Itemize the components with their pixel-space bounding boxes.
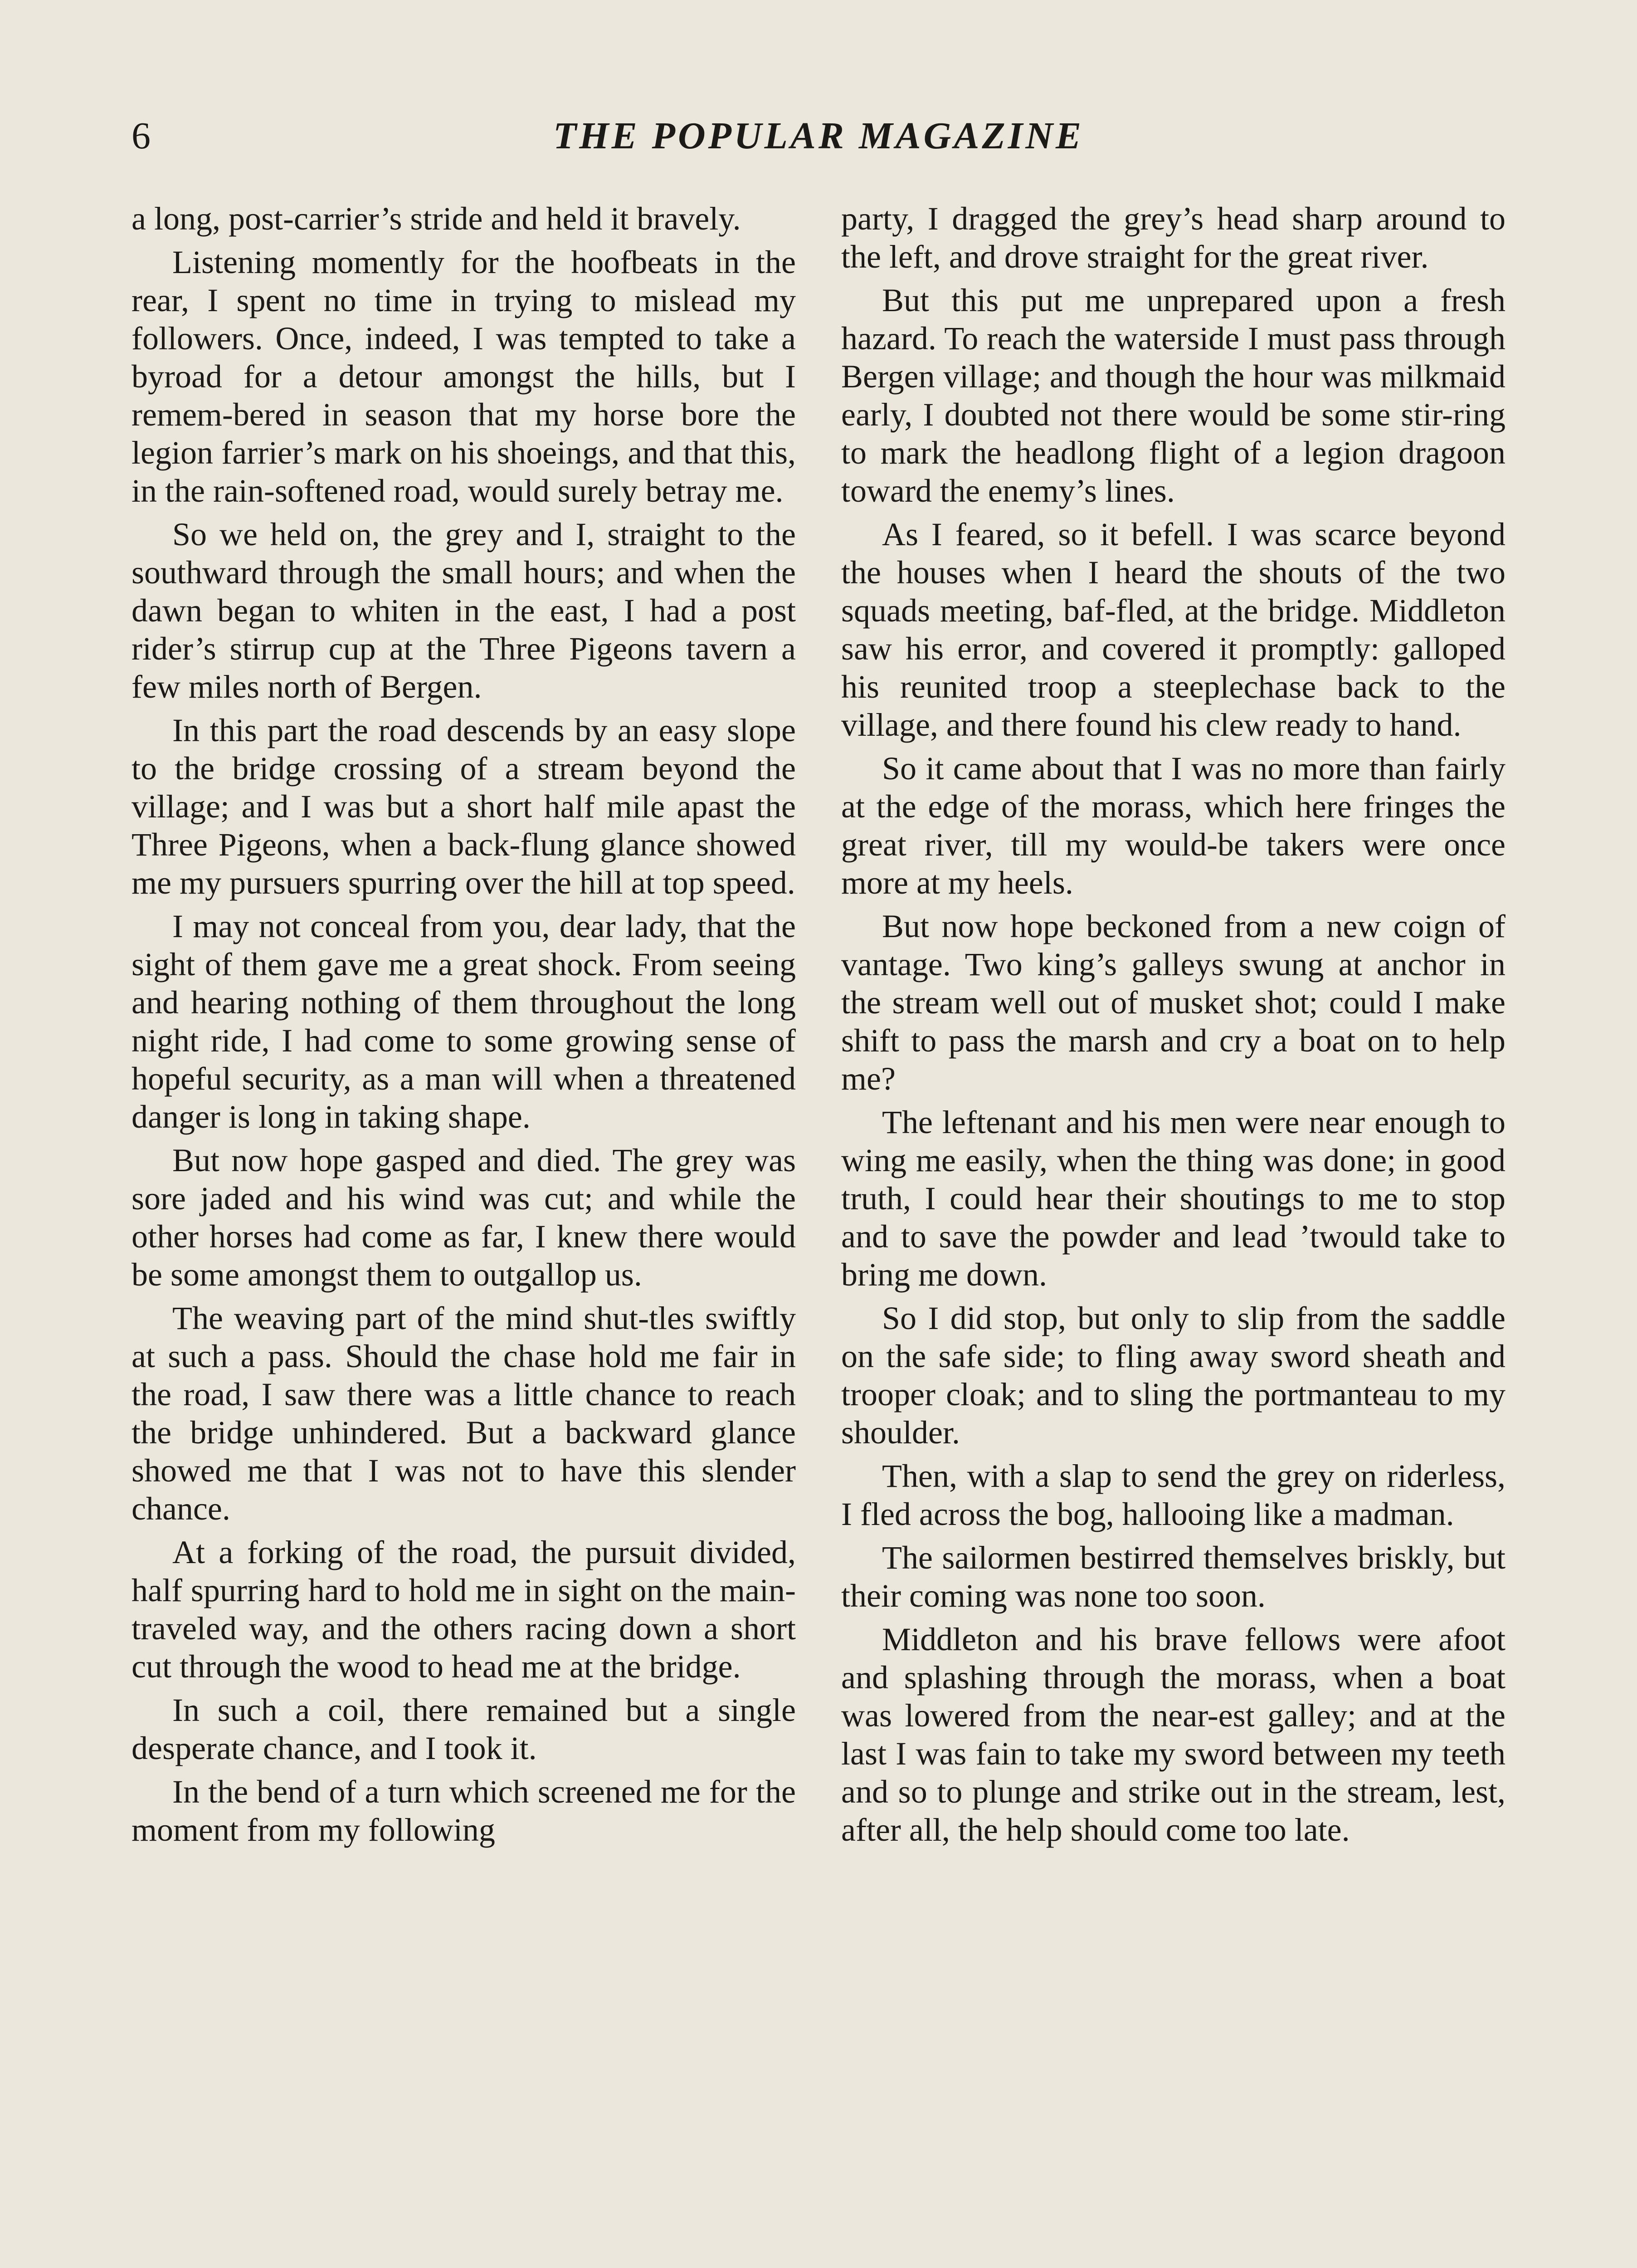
paragraph: But now hope beckoned from a new coign of vantage. Two king’s galleys swung at anchor in the stream well out of musket shot; could I make shift to pass the marsh and cry a boat on to help me? [841, 908, 1505, 1097]
page-number: 6 [132, 115, 151, 157]
paragraph: Listening momently for the hoofbeats in the rear, I spent no time in trying to mislead my followers. Once, indeed, I was tempted to take a byroad for a detour amongst the hills, but I remem-bered in season that my horse bore the legion farrier’s mark on his shoeings, and that this, in the rain-softened road, would surely betray me. [132, 244, 796, 509]
paragraph: The leftenant and his men were near enough to wing me easily, when the thing was done; in good truth, I could hear their shoutings to me to stop and to save the powder and lead ’twould take to bring me down. [841, 1104, 1505, 1293]
paragraph: As I feared, so it befell. I was scarce beyond the houses when I heard the shouts of the two squads meeting, baf-fled, at the bridge. Middleton saw his error, and covered it promptly: galloped his reunited troop a steeplechase back to the village, and there found his clew ready to hand. [841, 516, 1505, 743]
paragraph: So I did stop, but only to slip from the saddle on the safe side; to fling away sword sheath and trooper cloak; and to sling the portmanteau to my shoulder. [841, 1300, 1505, 1451]
running-head: THE POPULAR MAGAZINE [553, 115, 1084, 157]
paragraph: Middleton and his brave fellows were afoot and splashing through the morass, when a boat was lowered from the near-est galley; and at the last I was fain to take my sword between my teeth and so to plunge and strike out in the stream, lest, after all, the help should come too late. [841, 1621, 1505, 1848]
paragraph: a long, post-carrier’s stride and held it bravely. [132, 200, 741, 237]
paragraph: At a forking of the road, the pursuit divided, half spurring hard to hold me in sight on the main-traveled way, and the others racing down a short cut through the wood to head me at the bridge. [132, 1534, 796, 1685]
paragraph: party, I dragged the grey’s head sharp around to the left, and drove straight for the great river. [841, 200, 1505, 275]
paragraph: But this put me unprepared upon a fresh hazard. To reach the waterside I must pass through Bergen village; and though the hour was milkmaid early, I doubted not there would be some stir-ring to mark the headlong flight of a legion dragoon toward the enemy’s lines. [841, 282, 1505, 509]
paragraph: In this part the road descends by an easy slope to the bridge crossing of a stream beyond the village; and I was but a short half mile apast the Three Pigeons, when a back-flung glance showed me my pursuers spurring over the hill at top speed. [132, 712, 796, 901]
paragraph: The sailormen bestirred themselves briskly, but their coming was none too soon. [841, 1540, 1505, 1614]
left-column [132, 200, 796, 1854]
paragraph: In such a coil, there remained but a single desperate chance, and I took it. [132, 1692, 796, 1766]
paragraph: So we held on, the grey and I, straight to the southward through the small hours; and when the dawn began to whiten in the east, I had a post rider’s stirrup cup at the Three Pigeons tavern a few miles north of Bergen. [132, 516, 796, 705]
paragraph: In the bend of a turn which screened me for the moment from my following [132, 1774, 796, 1848]
paragraph: But now hope gasped and died. The grey was sore jaded and his wind was cut; and while the other horses had come as far, I knew there would be some amongst them to outgallop us. [132, 1142, 796, 1293]
right-column [841, 200, 1505, 1854]
paragraph: I may not conceal from you, dear lady, that the sight of them gave me a great shock. From seeing and hearing nothing of them throughout the long night ride, I had come to some growing sense of hopeful security, as a man will when a threatened danger is long in taking shape. [132, 908, 796, 1135]
paragraph: So it came about that I was no more than fairly at the edge of the morass, which here fringes the great river, till my would-be takers were once more at my heels. [841, 750, 1505, 901]
paragraph: The weaving part of the mind shut-tles swiftly at such a pass. Should the chase hold me fair in the road, I saw there was a little chance to reach the bridge unhindered. But a backward glance showed me that I was not to have this slender chance. [132, 1300, 796, 1527]
paragraph: Then, with a slap to send the grey on riderless, I fled across the bog, hallooing like a madman. [841, 1458, 1505, 1532]
